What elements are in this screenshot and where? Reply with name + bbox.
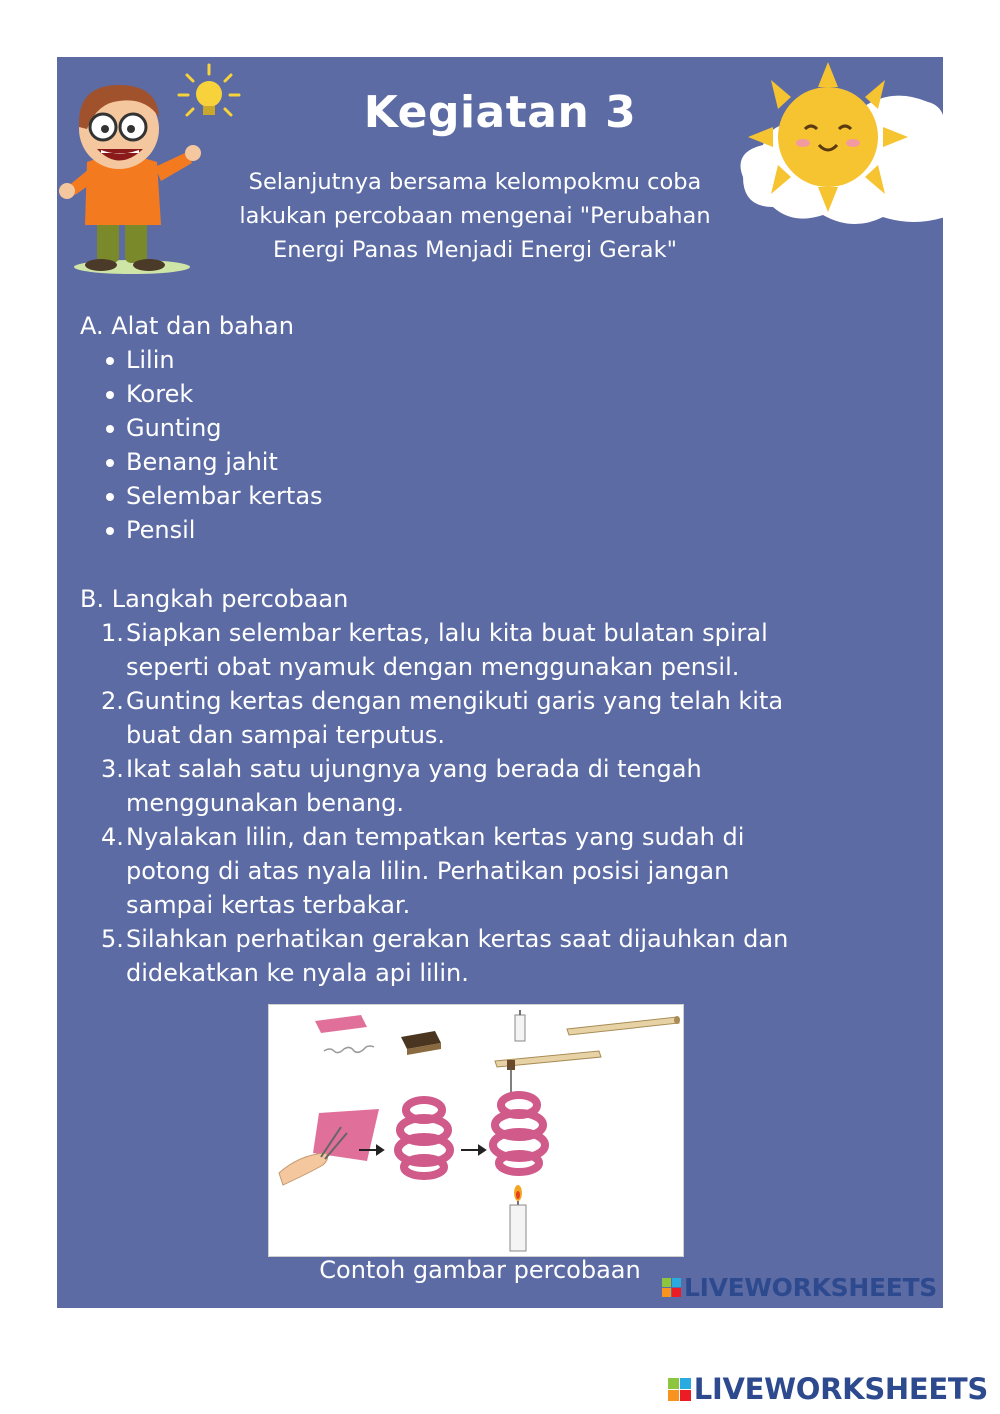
bullet-icon bbox=[106, 391, 114, 399]
liveworksheets-logo-icon bbox=[668, 1378, 691, 1401]
intro-line: Selanjutnya bersama kelompokmu coba bbox=[248, 169, 702, 195]
liveworksheets-watermark bbox=[662, 1273, 937, 1302]
list-item: Korek bbox=[80, 377, 323, 411]
lit-candle-icon bbox=[510, 1185, 526, 1251]
step-number: 4. bbox=[101, 823, 124, 851]
matchbox-icon bbox=[401, 1031, 441, 1055]
bullet-icon bbox=[106, 459, 114, 467]
page-title: Kegiatan 3 bbox=[363, 87, 637, 138]
step-number: 5. bbox=[101, 925, 124, 953]
materials-list bbox=[80, 343, 323, 547]
step-item: 3. Ikat salah satu ujungnya yang berada di tengah menggunakan benang. bbox=[80, 752, 900, 820]
bullet-icon bbox=[106, 493, 114, 501]
materials-heading: A. Alat dan bahan bbox=[80, 312, 294, 340]
arrow-right-icon bbox=[461, 1146, 485, 1154]
intro-line: Energi Panas Menjadi Energi Gerak" bbox=[273, 237, 677, 263]
worksheet-card bbox=[57, 57, 943, 1308]
list-item: Gunting bbox=[80, 411, 323, 445]
list-item: Benang jahit bbox=[80, 445, 323, 479]
step-item: 5. Silahkan perhatikan gerakan kertas saat dijauhkan dan didekatkan ke nyala api lilin. bbox=[80, 922, 900, 990]
step-number: 3. bbox=[101, 755, 124, 783]
watermark-text: LIVEWORKSHEETS bbox=[683, 1273, 937, 1302]
experiment-figure bbox=[268, 1004, 684, 1257]
liveworksheets-footer-logo bbox=[668, 1372, 988, 1406]
bullet-icon bbox=[106, 357, 114, 365]
figure-caption: Contoh gambar percobaan bbox=[319, 1256, 641, 1284]
pencil-with-thread-icon bbox=[495, 1051, 601, 1097]
bullet-icon bbox=[106, 425, 114, 433]
step-number: 2. bbox=[101, 687, 124, 715]
step-item: 2. Gunting kertas dengan mengikuti garis yang telah kita buat dan sampai terputus. bbox=[80, 684, 900, 752]
intro-text bbox=[187, 165, 763, 267]
steps-list bbox=[80, 616, 900, 990]
step-item: 1. Siapkan selembar kertas, lalu kita buat bulatan spiral seperti obat nyamuk dengan menggunakan pensil. bbox=[80, 616, 900, 684]
step-number: 1. bbox=[101, 619, 124, 647]
paper-spiral-icon bbox=[493, 1095, 545, 1172]
steps-heading: B. Langkah percobaan bbox=[80, 585, 349, 613]
intro-line: lakukan percobaan mengenai "Perubahan bbox=[239, 203, 711, 229]
steps-section bbox=[80, 582, 900, 990]
paper-spiral-icon bbox=[398, 1100, 450, 1176]
footer-logo-text: LIVEWORKSHEETS bbox=[693, 1372, 988, 1406]
list-item: Pensil bbox=[80, 513, 323, 547]
candle-icon bbox=[515, 1010, 525, 1041]
experiment-illustration bbox=[269, 1005, 683, 1256]
pencil-icon bbox=[567, 1016, 680, 1035]
liveworksheets-logo-icon bbox=[662, 1278, 681, 1297]
paper-icon bbox=[315, 1015, 367, 1033]
hand-scissors-icon bbox=[279, 1109, 379, 1185]
step-item: 4. Nyalakan lilin, dan tempatkan kertas yang sudah di potong di atas nyala lilin. Perhatikan posisi jangan sampai kertas terbakar. bbox=[80, 820, 900, 922]
list-item: Selembar kertas bbox=[80, 479, 323, 513]
materials-section bbox=[80, 309, 323, 547]
list-item: Lilin bbox=[80, 343, 323, 377]
spiral-sketch-icon bbox=[324, 1046, 374, 1053]
bullet-icon bbox=[106, 527, 114, 535]
sun-illustration bbox=[733, 57, 943, 232]
